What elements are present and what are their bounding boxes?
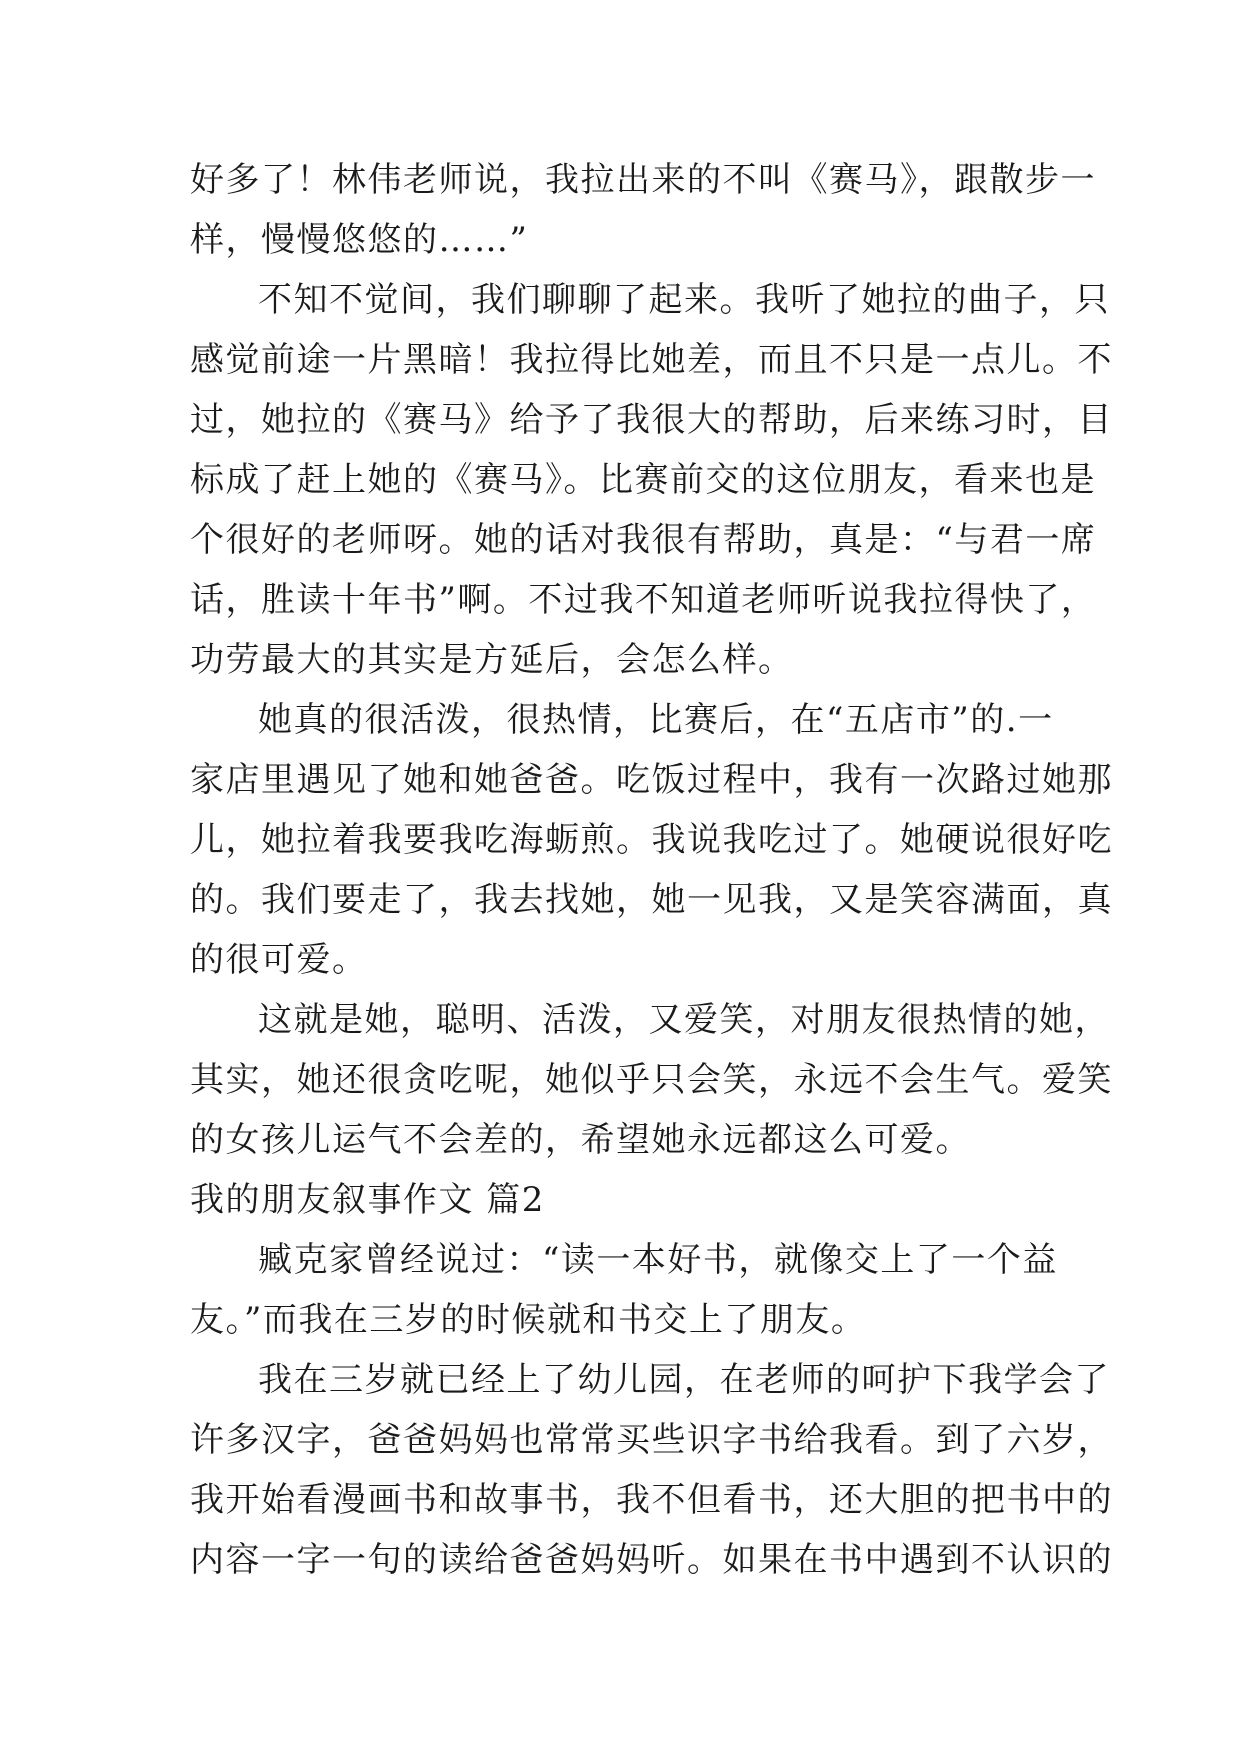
text-line: 功劳最大的其实是方延后，会怎么样。 — [190, 640, 794, 680]
text-line: 话，胜读十年书”啊。不过我不知道老师听说我拉得快了， — [190, 580, 1097, 620]
paragraph-start-line: 她真的很活泼，很热情，比赛后，在“五店市”的.一 — [258, 700, 1054, 740]
text-line: 其实，她还很贪吃呢，她似乎只会笑，永远不会生气。爱笑 — [190, 1060, 1113, 1100]
text-line: 家店里遇见了她和她爸爸。吃饭过程中，我有一次路过她那 — [190, 760, 1113, 800]
text-line: 内容一字一句的读给爸爸妈妈听。如果在书中遇到不认识的 — [190, 1540, 1113, 1580]
paragraph-start-line: 这就是她，聪明、活泼，又爱笑，对朋友很热情的她， — [258, 1000, 1110, 1040]
text-line: 过，她拉的《赛马》给予了我很大的帮助，后来练习时，目 — [190, 400, 1113, 440]
section-heading: 我的朋友叙事作文 篇2 — [190, 1180, 545, 1220]
text-line: 感觉前途一片黑暗！我拉得比她差，而且不只是一点儿。不 — [190, 340, 1113, 380]
text-line: 的。我们要走了，我去找她，她一见我，又是笑容满面，真 — [190, 880, 1113, 920]
paragraph-start-line: 臧克家曾经说过：“读一本好书，就像交上了一个益 — [258, 1240, 1058, 1280]
document-body — [190, 150, 1113, 1590]
text-line: 的女孩儿运气不会差的，希望她永远都这么可爱。 — [190, 1120, 971, 1160]
text-line: 儿，她拉着我要我吃海蛎煎。我说我吃过了。她硬说很好吃 — [190, 820, 1113, 860]
text-line: 样，慢慢悠悠的……” — [190, 220, 529, 260]
text-line: 个很好的老师呀。她的话对我很有帮助，真是：“与君一席 — [190, 520, 1097, 560]
text-line: 我开始看漫画书和故事书，我不但看书，还大胆的把书中的 — [190, 1480, 1113, 1520]
text-line: 许多汉字，爸爸妈妈也常常买些识字书给我看。到了六岁， — [190, 1420, 1113, 1460]
text-line: 标成了赶上她的《赛马》。比赛前交的这位朋友，看来也是 — [190, 460, 1096, 500]
text-line: 好多了！林伟老师说，我拉出来的不叫《赛马》，跟散步一 — [190, 160, 1096, 200]
text-line: 友。”而我在三岁的时候就和书交上了朋友。 — [190, 1300, 867, 1340]
paragraph-start-line: 不知不觉间，我们聊聊了起来。我听了她拉的曲子，只 — [258, 280, 1110, 320]
paragraph-start-line: 我在三岁就已经上了幼儿园，在老师的呵护下我学会了 — [258, 1360, 1110, 1400]
text-line: 的很可爱。 — [190, 940, 368, 980]
